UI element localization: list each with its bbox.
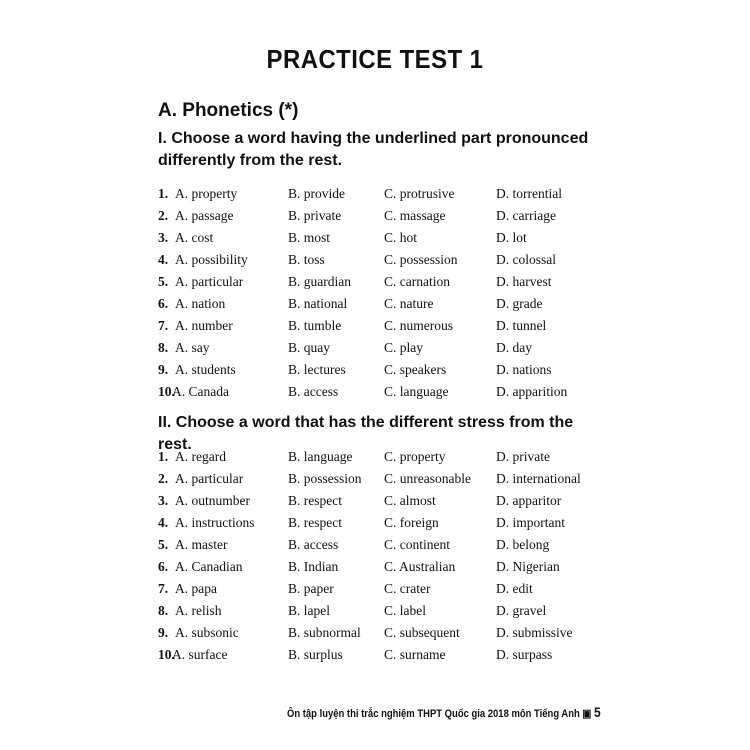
option-d: D. gravel [496, 603, 547, 618]
question-number: 2. [158, 208, 169, 223]
option-c: C. unreasonable [384, 471, 471, 486]
option-a: A. particular [175, 274, 244, 289]
question-number: 3. [158, 230, 169, 245]
option-b: B. private [288, 208, 342, 223]
option-c: C. almost [384, 493, 436, 508]
option-a: A. property [175, 186, 238, 201]
option-c: C. speakers [384, 362, 447, 377]
option-a: A. regard [175, 449, 226, 464]
option-c: C. massage [384, 208, 446, 223]
option-b: B. national [288, 296, 348, 311]
option-c: C. possession [384, 252, 458, 267]
option-d: D. surpass [496, 647, 553, 662]
option-c: C. Australian [384, 559, 456, 574]
option-b: B. respect [288, 493, 342, 508]
option-d: D. grade [496, 296, 543, 311]
option-d: D. harvest [496, 274, 552, 289]
question-number: 7. [158, 581, 169, 596]
question-number: 6. [158, 559, 169, 574]
question-number: 2. [158, 471, 169, 486]
option-a: A. Canadian [175, 559, 243, 574]
option-b: B. provide [288, 186, 345, 201]
footer-text: Ôn tập luyện thi trắc nghiệm THPT Quốc gia 2018 môn Tiếng Anh [287, 708, 580, 720]
option-d: D. international [496, 471, 581, 486]
question-number: 3. [158, 493, 169, 508]
question-number: 10. [158, 384, 175, 399]
part1-instruction: I. Choose a word having the underlined part pronounced differently from the rest. [158, 130, 589, 169]
option-d: D. nations [496, 362, 552, 377]
option-a: A. relish [175, 603, 222, 618]
option-b: B. quay [288, 340, 330, 355]
option-c: C. foreign [384, 515, 439, 530]
option-a: A. passage [175, 208, 234, 223]
option-d: D. carriage [496, 208, 556, 223]
option-d: D. tunnel [496, 318, 547, 333]
option-c: C. carnation [384, 274, 450, 289]
option-b: B. paper [288, 581, 334, 596]
option-d: D. torrential [496, 186, 562, 201]
option-d: D. private [496, 449, 550, 464]
option-b: B. lapel [288, 603, 330, 618]
option-a: A. number [175, 318, 233, 333]
option-d: D. important [496, 515, 565, 530]
option-c: C. numerous [384, 318, 453, 333]
option-c: C. property [384, 449, 446, 464]
question-number: 9. [158, 625, 169, 640]
option-b: B. access [288, 537, 339, 552]
question-number: 1. [158, 186, 169, 201]
question-number: 5. [158, 537, 169, 552]
option-c: C. crater [384, 581, 431, 596]
page-title: PRACTICE TEST 1 [266, 44, 484, 74]
option-d: D. day [496, 340, 532, 355]
book-icon: ▣ [582, 708, 592, 720]
page-number: 5 [593, 704, 601, 720]
question-number: 6. [158, 296, 169, 311]
option-b: B. tumble [288, 318, 342, 333]
option-a: A. papa [175, 581, 217, 596]
question-number: 9. [158, 362, 169, 377]
option-b: B. Indian [288, 559, 339, 574]
option-b: B. lectures [288, 362, 346, 377]
option-a: A. particular [175, 471, 244, 486]
option-d: D. edit [496, 581, 533, 596]
section-heading: A. Phonetics (*) [158, 100, 299, 121]
option-d: D. apparition [496, 384, 568, 399]
option-b: B. surplus [288, 647, 343, 662]
option-c: C. continent [384, 537, 450, 552]
option-b: B. subnormal [288, 625, 361, 640]
option-b: B. respect [288, 515, 342, 530]
option-c: C. subsequent [384, 625, 460, 640]
option-a: A. say [175, 340, 210, 355]
option-d: D. lot [496, 230, 527, 245]
part2-instruction: II. Choose a word that has the different stress from the rest. [158, 414, 574, 453]
option-a: A. instructions [175, 515, 255, 530]
question-number: 5. [158, 274, 169, 289]
option-d: D. Nigerian [496, 559, 560, 574]
question-number: 4. [158, 515, 169, 530]
question-number: 8. [158, 603, 169, 618]
option-a: A. surface [172, 647, 228, 662]
option-d: D. belong [496, 537, 550, 552]
option-b: B. toss [288, 252, 325, 267]
option-a: A. possibility [175, 252, 248, 267]
option-b: B. possession [288, 471, 362, 486]
option-c: C. play [384, 340, 423, 355]
option-a: A. students [175, 362, 236, 377]
option-c: C. protrusive [384, 186, 455, 201]
option-a: A. nation [175, 296, 226, 311]
option-c: C. nature [384, 296, 434, 311]
option-c: C. language [384, 384, 449, 399]
option-c: C. surname [384, 647, 446, 662]
option-a: A. Canada [172, 384, 229, 399]
question-number: 4. [158, 252, 169, 267]
option-d: D. submissive [496, 625, 573, 640]
option-b: B. access [288, 384, 339, 399]
option-b: B. most [288, 230, 331, 245]
option-a: A. subsonic [175, 625, 239, 640]
question-number: 1. [158, 449, 169, 464]
question-number: 7. [158, 318, 169, 333]
option-b: B. language [288, 449, 353, 464]
option-c: C. hot [384, 230, 418, 245]
option-a: A. outnumber [175, 493, 250, 508]
option-a: A. master [175, 537, 228, 552]
option-a: A. cost [175, 230, 214, 245]
option-d: D. colossal [496, 252, 556, 267]
option-b: B. guardian [288, 274, 351, 289]
page-footer [287, 704, 601, 720]
question-number: 8. [158, 340, 169, 355]
option-c: C. label [384, 603, 426, 618]
question-number: 10. [158, 647, 175, 662]
option-d: D. apparitor [496, 493, 562, 508]
